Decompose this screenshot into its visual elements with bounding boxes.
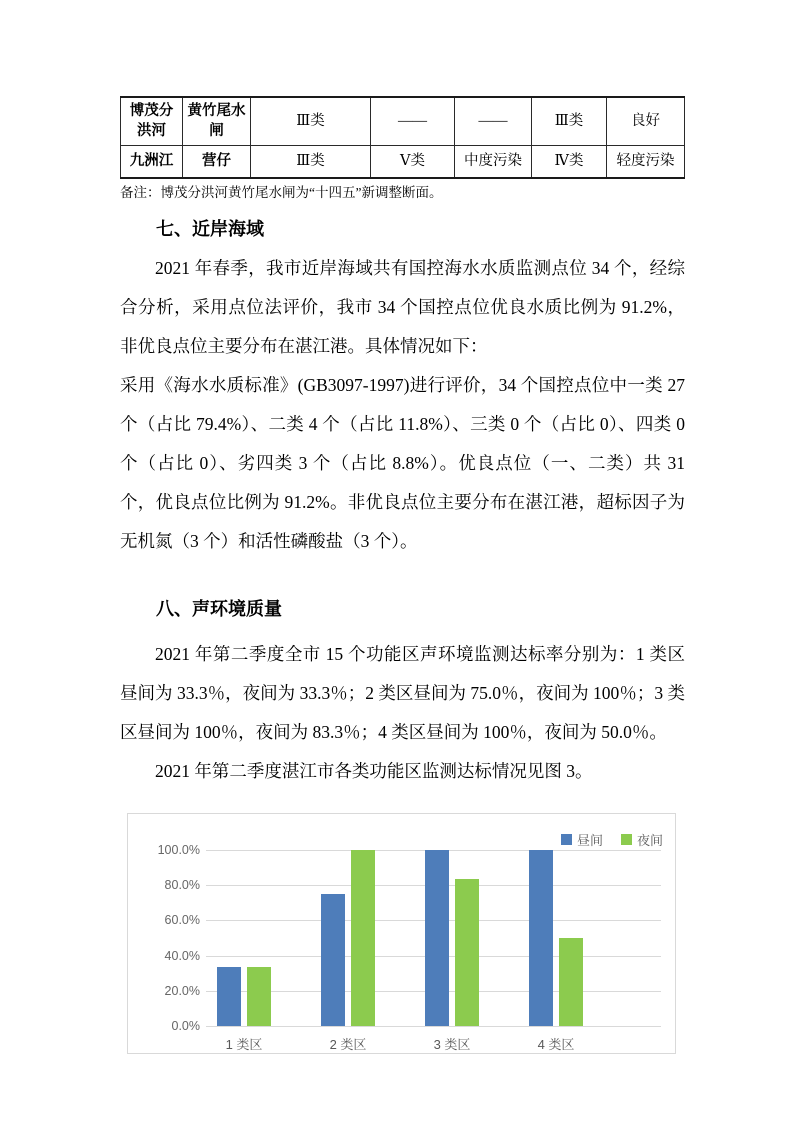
table-cell: Ⅳ类 bbox=[532, 145, 607, 178]
y-axis-tick-label: 80.0% bbox=[164, 878, 200, 893]
table-cell: Ⅲ类 bbox=[251, 97, 371, 145]
paragraph: 采用《海水水质标准》(GB3097-1997)进行评价，34 个国控点位中一类 27 个（占比 79.4%）、二类 4 个（占比 11.8%）、三类 0 个（占比 0）、四类 0 个（占比 0）、劣四类 3 个（占比 8.8%）。优良点位（一、二类）共 31 个，优良点位比例为 91.2%。非优良点位主要分布在湛江港，超标因子为无机氮（3 个）和活性磷酸盐（3 个）。 bbox=[120, 375, 685, 551]
table-cell-river: 九洲江 bbox=[121, 145, 183, 178]
x-axis-category-label: 1 类区 bbox=[225, 1037, 263, 1052]
table-cell: Ⅲ类 bbox=[251, 145, 371, 178]
table-cell: 中度污染 bbox=[455, 145, 532, 178]
bar-nighttime bbox=[351, 850, 375, 1026]
chart-legend bbox=[561, 830, 663, 849]
y-axis-tick-label: 100.0% bbox=[157, 843, 200, 857]
table-cell: Ⅲ类 bbox=[532, 97, 607, 145]
table-cell: —— bbox=[455, 97, 532, 145]
bar-nighttime bbox=[455, 879, 479, 1026]
legend-label: 夜间 bbox=[636, 833, 663, 848]
y-axis-tick-label: 60.0% bbox=[164, 913, 200, 928]
table-cell-station: 营仔 bbox=[183, 145, 251, 178]
bar-nighttime bbox=[559, 938, 583, 1026]
paragraph: 2021 年第二季度全市 15 个功能区声环境监测达标率分别为：1 类区昼间为 33.3％，夜间为 33.3％；2 类区昼间为 75.0％，夜间为 100％；3 类区昼间为 100％，夜间为 83.3％；4 类区昼间为 100％，夜间为 50.0％。 bbox=[120, 644, 685, 742]
y-axis-tick-label: 40.0% bbox=[164, 948, 200, 963]
legend-label: 昼间 bbox=[576, 833, 603, 848]
daytime-swatch-icon bbox=[561, 834, 572, 845]
y-axis-tick-label: 0.0% bbox=[171, 1019, 200, 1033]
table-cell: —— bbox=[371, 97, 455, 145]
table-cell: 良好 bbox=[607, 97, 685, 145]
y-axis-tick-label: 20.0% bbox=[164, 983, 200, 998]
paragraph: 2021 年春季，我市近岸海域共有国控海水水质监测点位 34 个，经综合分析，采用点位法评价，我市 34 个国控点位优良水质比例为 91.2%，非优良点位主要分布在湛江港。具体情况如下： bbox=[120, 258, 685, 356]
table-footnote: 备注：博茂分洪河黄竹尾水闸为“十四五”新调整断面。 bbox=[120, 185, 443, 200]
water-quality-table bbox=[120, 96, 685, 179]
section-heading-acoustic-environment: 八、声环境质量 bbox=[156, 599, 282, 619]
bar-daytime bbox=[321, 894, 345, 1026]
table-cell: 轻度污染 bbox=[607, 145, 685, 178]
table-cell-river: 博茂分洪河 bbox=[121, 97, 183, 145]
table-row bbox=[121, 97, 685, 145]
legend-item-daytime bbox=[561, 830, 603, 849]
figure-3-chart bbox=[127, 813, 676, 1054]
bar-daytime bbox=[425, 850, 449, 1026]
table-cell-station: 黄竹尾水闸 bbox=[183, 97, 251, 145]
bar-daytime bbox=[529, 850, 553, 1026]
table-cell: Ⅴ类 bbox=[371, 145, 455, 178]
x-axis-category-label: 3 类区 bbox=[433, 1037, 471, 1052]
legend-item-nighttime bbox=[621, 830, 663, 849]
gridline bbox=[206, 1026, 661, 1027]
x-axis-category-label: 2 类区 bbox=[329, 1037, 367, 1052]
nighttime-swatch-icon bbox=[621, 834, 632, 845]
paragraph-figure-reference: 2021 年第二季度湛江市各类功能区监测达标情况见图 3。 bbox=[155, 761, 593, 781]
bar-nighttime bbox=[247, 967, 271, 1026]
page-content bbox=[120, 96, 685, 1054]
table-row bbox=[121, 145, 685, 178]
section-heading-offshore-waters: 七、近岸海域 bbox=[156, 219, 264, 239]
bar-daytime bbox=[217, 967, 241, 1026]
x-axis-category-label: 4 类区 bbox=[537, 1037, 575, 1052]
